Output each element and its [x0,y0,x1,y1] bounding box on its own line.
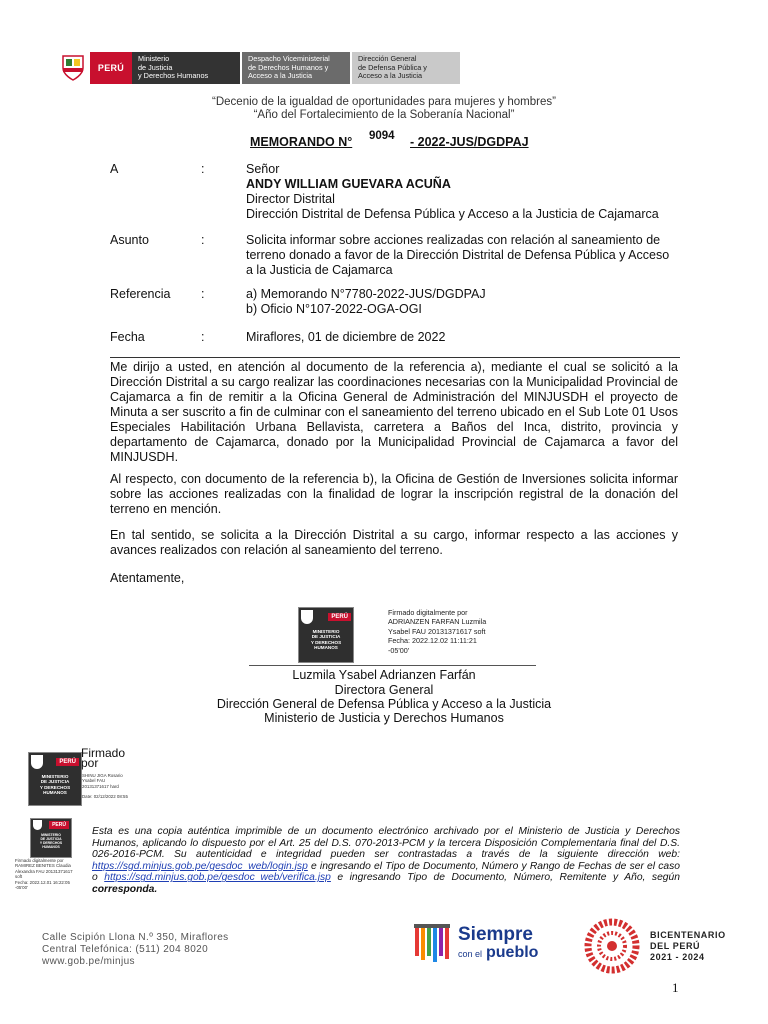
memo-suffix: - 2022-JUS/DGDPAJ [410,135,529,149]
memo-number: 9094 [369,130,395,142]
closing: Atentamente, [110,571,185,585]
subject-label: Asunto [110,233,149,247]
decade-quote: “Decenio de la igualdad de oportunidades para mujeres y hombres” [212,96,556,108]
header-separator [110,357,680,358]
date-label: Fecha [110,330,145,344]
body-paragraph-1: Me dirijo a usted, en atención al documento de la referencia a), mediante el cual se solicitó a la Dirección Distrital a su cargo realizar las coordinaciones necesarias con la Municipalidad Provincial de Cajamarca a fin de remitir a la Oficina General de Administración del MINJUSDH el proyecto de Minuta a ser suscrito a fin de culminar con el saneamiento del terreno ubicado en el Sub Lote 01 Usos Especiales Habilitación Urbana Bellavista, carretera a Baños del Inca, distrito, provincia y departamento de Cajamarca, donado por la Municipalidad Provincial de Cajamarca a favor del MINJUSDH. [110,360,678,464]
colored-bars-icon [414,924,454,964]
memo-label: MEMORANDO N° [250,135,353,149]
peru-logo: PERÚ [90,52,132,84]
firmado-por-text: Firmado por [81,746,126,770]
page-number: 1 [672,980,679,995]
left-signature-2-text: Firmado digitalmente por RAMIREZ BENITES Claudia Alexandra FAU 20131371617 soft Fecha: 2022.12.01 16:22:05 -05'00' [15,858,73,891]
year-quote: “Año del Fortalecimiento de la Soberanía Nacional” [253,109,515,121]
header-banner [56,52,460,84]
body-paragraph-2: Al respecto, con documento de la referencia b), la Oficina de Gestión de Inversiones solicita informar sobre las acciones realizadas con la finalidad de lograr la inscripción registral de la donación del terreno en mención. [110,472,678,516]
body-paragraph-3: En tal sentido, se solicita a la Dirección Distrital a su cargo, informar respecto a las acciones y avances realizados con relación al saneamiento del terreno. [110,528,678,557]
ministry-stamp: PERÚ MINISTERIO DE JUSTICIA Y DERECHOS HUMANOS [298,607,354,663]
bicentenario-emblem-icon [584,918,640,974]
left-signature-detail: SHINU JIGA Rosario Ysabel FAU 20131371617 hard [82,773,123,789]
shield-icon [301,610,313,624]
reference-value: a) Memorando N°7780-2022-JUS/DGDPAJ b) Oficio N°107-2022-OGA-OGI [246,287,486,316]
to-colon: : [201,162,205,176]
directorate-block: Dirección General de Defensa Pública y Acceso a la Justicia [352,52,460,84]
footer-address: Calle Scipión Llona N.º 350, Miraflores Central Telefónica: (511) 204 8020 www.gob.pe/minjus [42,932,229,967]
coat-of-arms-icon [56,52,90,84]
left-signature-date: Date: 02/12/2022 08:55 [82,794,128,799]
recipient-name: ANDY WILLIAM GUEVARA ACUÑA [246,177,451,191]
vice-ministry-block: Despacho Viceministerial de Derechos Humanos y Acceso a la Justicia [242,52,350,84]
left-stamp-2: PERÚ MINISTERIO DE JUSTICIA Y DERECHOS HUMANOS [30,818,72,858]
subject-value: Solicita informar sobre acciones realizadas con relación al saneamiento de terreno donado a favor de la Dirección Distrital de Defensa Pública y Acceso a la Justicia de Cajamarca [246,233,670,277]
signatory-ministry: Ministerio de Justicia y Derechos Humanos [264,711,504,725]
signatory-office: Dirección General de Defensa Pública y Acceso a la Justicia [216,697,552,711]
left-stamp-1: PERÚ MINISTERIO DE JUSTICIA Y DERECHOS HUMANOS [28,752,82,806]
shield-icon [33,820,42,830]
digital-signature-text: Firmado digitalmente por ADRIANZEN FARFAN Luzmila Ysabel FAU 20131371617 soft Fecha: 2022.12.02 11:11:21 -05'00' [388,608,487,655]
date-colon: : [201,330,205,344]
ministry-block: Ministerio de Justicia y Derechos Humanos [132,52,240,84]
reference-label: Referencia [110,287,171,301]
login-link[interactable]: https://sgd.minjus.gob.pe/gesdoc_web/login.jsp [92,860,308,872]
verify-link[interactable]: https://sgd.minjus.gob.pe/gesdoc_web/verifica.jsp [104,872,331,884]
to-value: Señor ANDY WILLIAM GUEVARA ACUÑA Director Distrital Dirección Distrital de Defensa Pública y Acceso a la Justicia de Cajamarca [246,162,686,222]
siempre-con-el-pueblo-logo: Siempre con el pueblo [414,922,544,968]
memo-title [250,130,550,149]
signature-line [249,665,536,666]
signatory-name: Luzmila Ysabel Adrianzen Farfán [292,668,476,682]
to-label: A [110,162,119,176]
reference-colon: : [201,287,205,301]
date-value: Miraflores, 01 de diciembre de 2022 [246,330,446,344]
website-link[interactable]: www.gob.pe/minjus [42,956,135,967]
signatory-title: Directora General [334,683,434,697]
authenticity-notice: Esta es una copia auténtica imprimible de un documento electrónico archivado por el Ministerio de Justicia y Derechos Humanos, aplicando lo dispuesto por el Art. 25 del D.S. 070-2013-PCM y la tercera Disposición Complementaria final del D.S. 026-2016-PCM. Su autenticidad e integridad pueden ser contrastadas a través de la siguiente dirección web: https://sgd.minjus.gob.pe/gesdoc_web/login.jsp e ingresando el Tipo de Documento, Número y Rango de Fechas de ser el caso o https://sgd.minjus.gob.pe/gesdoc_web/verifica.jsp e ingresando Tipo de Documento, Número, Remitente y Año, según corresponda. [92,826,680,895]
bicentenario-logo: BICENTENARIO DEL PERÚ 2021 - 2024 [584,918,744,974]
subject-colon: : [201,233,205,247]
shield-icon [31,755,43,769]
